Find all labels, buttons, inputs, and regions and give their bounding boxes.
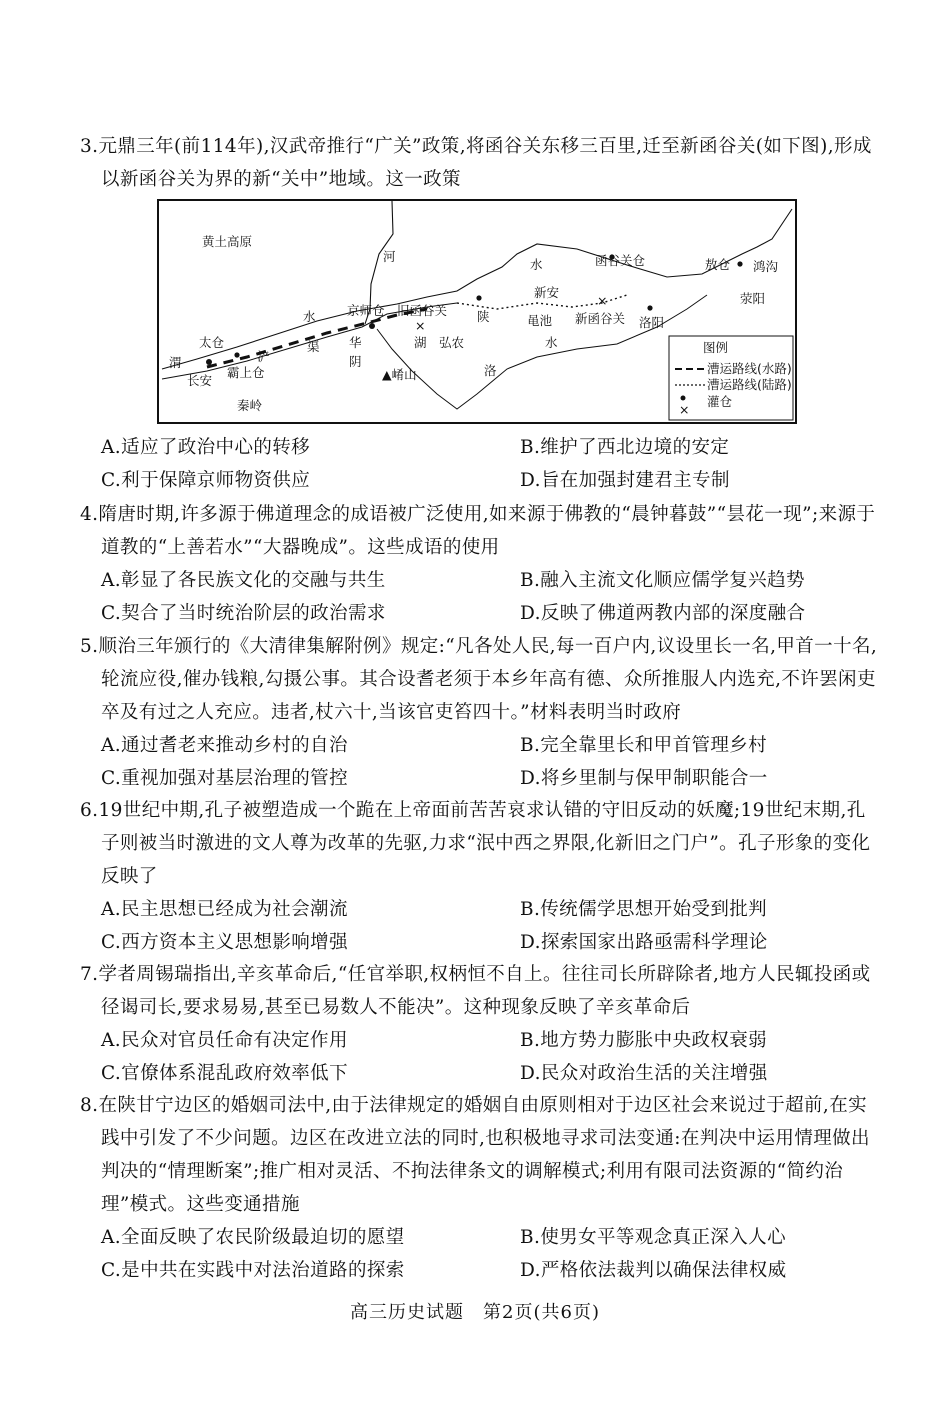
question-5	[80, 630, 880, 795]
label-huangtu: 黄土高原	[202, 234, 253, 249]
granary-dot	[369, 323, 375, 329]
option-d[interactable]: D.旨在加强封建君主专制	[520, 470, 730, 491]
label-hua: 华	[349, 335, 362, 350]
label-luoyang: 洛阳	[639, 315, 665, 330]
question-3	[80, 130, 880, 196]
option-d[interactable]: D.将乡里制与保甲制职能合一	[520, 768, 768, 789]
option-c[interactable]: C.是中共在实践中对法治道路的探索	[101, 1260, 405, 1281]
question-3-options-block	[80, 431, 880, 497]
pass-cross-mark: ×	[597, 293, 608, 308]
question-stem: 7.学者周锡瑞指出,辛亥革命后,“任官举职,权柄恒不自上。往往司长所辟除者,地方人民辄投函或径谒司长,要求易易,甚至已易数人不能决”。这种现象反映了辛亥革命后	[80, 964, 871, 1018]
question-4	[80, 498, 880, 630]
option-a[interactable]: A.民众对官员任命有决定作用	[101, 1030, 348, 1051]
label-shui1: 水	[530, 257, 543, 272]
label-jingshicang: 京师仓	[347, 303, 385, 318]
granary-dot	[206, 359, 212, 365]
granary-dot	[234, 352, 239, 357]
label-hu: 湖	[414, 335, 427, 350]
question-options	[80, 893, 880, 959]
question-7	[80, 958, 880, 1090]
option-c[interactable]: C.官僚体系混乱政府效率低下	[101, 1063, 348, 1084]
option-c[interactable]: C.利于保障京师物资供应	[101, 470, 311, 491]
option-d[interactable]: D.反映了佛道两教内部的深度融合	[520, 603, 806, 624]
granary-dot	[476, 295, 481, 300]
label-qu: 渠	[307, 339, 320, 354]
label-changan: 长安	[187, 373, 213, 388]
option-d[interactable]: D.严格依法裁判以确保法律权威	[520, 1260, 787, 1281]
question-stem: 3.元鼎三年(前114年),汉武帝推行“广关”政策,将函谷关东移三百里,迁至新函谷关(如下图),形成以新函谷关为界的新“关中”地域。这一政策	[80, 136, 872, 190]
label-xinan: 新安	[534, 285, 560, 300]
label-jiuhanguguan: 旧函谷关	[397, 303, 448, 318]
question-options	[80, 729, 880, 795]
legend-title: 图例	[703, 340, 729, 355]
option-a[interactable]: A.全面反映了农民阶级最迫切的愿望	[101, 1227, 405, 1248]
option-c[interactable]: C.重视加强对基层治理的管控	[101, 768, 348, 789]
granary-dot	[737, 261, 742, 266]
label-aocang: 敖仓	[705, 257, 731, 272]
label-xiaoshan: ▲崤山	[382, 367, 417, 382]
question-options	[80, 1024, 880, 1090]
page-footer: 高三历史试题 第2页(共6页)	[350, 1302, 600, 1323]
label-yin: 阴	[349, 354, 362, 369]
question-options	[80, 431, 880, 497]
label-shui2: 水	[303, 309, 316, 324]
label-taicang: 太仓	[199, 335, 225, 350]
label-bashangcang: 霸上仓	[227, 365, 265, 380]
map-legend	[669, 336, 793, 420]
hangu-pass-map	[157, 199, 797, 424]
label-mianchi: 黾池	[527, 313, 553, 328]
question-options	[80, 1221, 880, 1287]
question-stem: 6.19世纪中期,孔子被塑造成一个跪在上帝面前苦苦哀求认错的守旧反动的妖魔;19世纪末期,孔子则被当时激进的文人尊为改革的先驱,力求“泯中西之界限,化新旧之门户”。孔子形象的变化反映了	[80, 800, 871, 887]
legend-granary: 灌仓	[707, 394, 733, 409]
option-a[interactable]: A.适应了政治中心的转移	[101, 437, 311, 458]
option-b[interactable]: B.地方势力膨胀中央政权衰弱	[520, 1030, 768, 1051]
question-stem: 5.顺治三年颁行的《大清律集解附例》规定:“凡各处人民,每一百户内,议设里长一名,甲首一十名,轮流应役,催办钱粮,勾摄公事。其合设耆老须于本乡年高有德、众所推服人内选充,不许罢闲吏卒及有过之人充应。违者,杖六十,当该官吏笞四十。”材料表明当时政府	[80, 636, 878, 723]
question-6	[80, 794, 880, 959]
question-8	[80, 1089, 880, 1287]
option-a[interactable]: A.民主思想已经成为社会潮流	[101, 899, 348, 920]
label-xingyang: 荥阳	[740, 291, 766, 306]
label-qinling: 秦岭	[237, 398, 263, 413]
label-hanguguan-cang: 函谷关仓	[595, 253, 646, 268]
option-b[interactable]: B.完全靠里长和甲首管理乡村	[520, 735, 768, 756]
option-d[interactable]: D.民众对政治生活的关注增强	[520, 1063, 768, 1084]
legend-cross-mark: ×	[679, 402, 690, 417]
option-a[interactable]: A.通过耆老来推动乡村的自治	[101, 735, 348, 756]
label-chan: 浐	[257, 349, 270, 364]
legend-granary-dot	[681, 396, 686, 401]
legend-water: 漕运路线(水路)	[707, 361, 792, 376]
pass-cross-mark: ×	[415, 318, 426, 333]
granary-dot	[647, 305, 652, 310]
label-xinhanguguan: 新函谷关	[575, 311, 626, 326]
legend-land: 漕运路线(陆路)	[707, 377, 792, 392]
question-stem: 4.隋唐时期,许多源于佛道理念的成语被广泛使用,如来源于佛教的“晨钟暮鼓”“昙花一现”;来源于道教的“上善若水”“大器晚成”。这些成语的使用	[80, 504, 876, 558]
question-stem: 8.在陕甘宁边区的婚姻司法中,由于法律规定的婚姻自由原则相对于边区社会来说过于超前,在实践中引发了不少问题。边区在改进立法的同时,也积极地寻求司法变通:在判决中运用情理做出判决的“情理断案”;推广相对灵活、不拘法律条文的调解模式;利用有限司法资源的“简约治理”模式。这些变通措施	[80, 1095, 870, 1215]
option-b[interactable]: B.传统儒学思想开始受到批判	[520, 899, 768, 920]
option-b[interactable]: B.使男女平等观念真正深入人心	[520, 1227, 786, 1248]
option-c[interactable]: C.西方资本主义思想影响增强	[101, 932, 348, 953]
label-he: 河	[383, 249, 396, 264]
option-b[interactable]: B.融入主流文化顺应儒学复兴趋势	[520, 570, 805, 591]
option-b[interactable]: B.维护了西北边境的安定	[520, 437, 730, 458]
option-d[interactable]: D.探索国家出路亟需科学理论	[520, 932, 768, 953]
question-options	[80, 564, 880, 630]
label-hongnong: 弘农	[439, 335, 465, 350]
label-shan: 陕	[477, 309, 490, 324]
label-honggou: 鸿沟	[753, 259, 779, 274]
label-luo: 洛	[484, 363, 497, 378]
option-c[interactable]: C.契合了当时统治阶层的政治需求	[101, 603, 386, 624]
label-shui3: 水	[545, 335, 558, 350]
label-wei: 渭	[169, 355, 182, 370]
option-a[interactable]: A.彰显了各民族文化的交融与共生	[101, 570, 386, 591]
